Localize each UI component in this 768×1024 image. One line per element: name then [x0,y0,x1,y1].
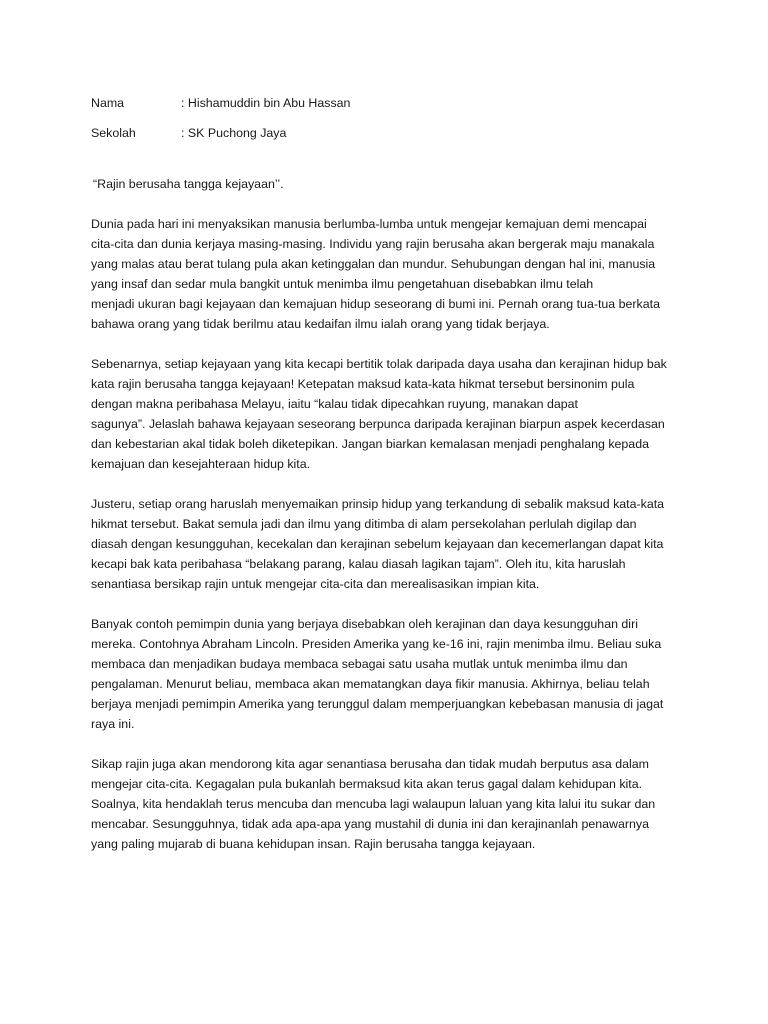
paragraph [91,494,698,594]
text-line: mereka. Contohnya Abraham Lincoln. Presiden Amerika yang ke-16 ini, rajin menimba ilmu. Beliau suka [91,637,662,651]
text-line: diasah dengan kesungguhan, kecekalan dan kerajinan sebelum kejayaan dan kecemerlangan dapat kita [91,537,664,551]
text-line: Sebenarnya, setiap kejayaan yang kita kecapi bertitik tolak daripada daya usaha dan kerajinan hidup bak [91,357,667,371]
text-line: Justeru, setiap orang haruslah menyemaikan prinsip hidup yang terkandung di sebalik maksud kata-kata [91,497,665,511]
text-line: senantiasa bersikap rajin untuk mengejar cita-cita dan merealisasikan impian kita. [91,577,540,591]
sekolah-value: : SK Puchong Jaya [181,126,287,140]
essay-title: “Rajin berusaha tangga kejayaan’’. [93,177,284,191]
text-line: menjadi ukuran bagi kejayaan dan kemajuan hidup seseorang di bumi ini. Pernah orang tua-tua berkata [91,297,660,311]
nama-value: : Hishamuddin bin Abu Hassan [181,96,351,110]
text-line: Sikap rajin juga akan mendorong kita agar senantiasa berusaha dan tidak mudah berputus asa dalam [91,757,649,771]
text-line: raya ini. [91,717,135,731]
text-line: hikmat tersebut. Bakat semula jadi dan ilmu yang ditimba di alam persekolahan perlulah digilap dan [91,517,637,531]
text-line: dengan makna peribahasa Melayu, iaitu “kalau tidak dipecahkan ruyung, manakan dapat [91,397,578,411]
text-line: kemajuan dan kesejahteraan hidup kita. [91,457,311,471]
nama-row [91,93,698,113]
paragraph [91,614,698,734]
sekolah-row [91,123,698,143]
nama-label: Nama [91,96,125,110]
text-line: cita-cita dan dunia kerjaya masing-masing. Individu yang rajin berusaha akan bergerak maju manakala [91,237,655,251]
text-line: bahawa orang yang tidak berilmu atau kedaifan ilmu ialah orang yang tidak berjaya. [91,317,550,331]
text-line: kecapi bak kata peribahasa “belakang parang, kalau diasah lagikan tajam”. Oleh itu, kita haruslah [91,557,626,571]
text-line: Dunia pada hari ini menyaksikan manusia berlumba-lumba untuk mengejar kemajuan demi mencapai [91,217,647,231]
text-line: membaca dan menjadikan budaya membaca sebagai satu usaha mutlak untuk menimba ilmu dan [91,657,628,671]
text-line: mengejar cita-cita. Kegagalan pula bukanlah bermaksud kita akan terus gagal dalam kehidupan kita. [91,777,643,791]
text-line: dan kebestarian akal tidak boleh diketepikan. Jangan biarkan kemalasan menjadi penghalang kepada [91,437,649,451]
text-line: yang paling mujarab di buana kehidupan insan. Rajin berusaha tangga kejayaan. [91,837,536,851]
text-line: kata rajin berusaha tangga kejayaan! Ketepatan maksud kata-kata hikmat tersebut bersinonim pula [91,377,635,391]
text-line: sagunya”. Jelaslah bahawa kejayaan seseorang berpunca daripada kerajinan biarpun aspek kecerdasan [91,417,665,431]
sekolah-label: Sekolah [91,126,136,140]
text-line: yang insaf dan sedar mula bangkit untuk menimba ilmu pengetahuan disebabkan ilmu telah [91,277,594,291]
text-line: Soalnya, kita hendaklah terus mencuba dan mencuba lagi walaupun laluan yang kita lalui itu sukar dan [91,797,656,811]
text-line: mencabar. Sesungguhnya, tidak ada apa-apa yang mustahil di dunia ini dan kerajinanlah penawarnya [91,817,649,831]
essay-body [91,214,698,854]
text-line: yang malas atau berat tulang pula akan ketinggalan dan mundur. Sehubungan dengan hal ini, manusia [91,257,656,271]
paragraph [91,214,698,334]
paragraph [91,354,698,474]
text-line: pengalaman. Menurut beliau, membaca akan mematangkan daya fikir manusia. Akhirnya, beliau telah [91,677,650,691]
paragraph [91,754,698,854]
text-line: berjaya menjadi pemimpin Amerika yang terunggul dalam memperjuangkan kebebasan manusia di jagat [91,697,664,711]
text-line: Banyak contoh pemimpin dunia yang berjaya disebabkan oleh kerajinan dan daya kesungguhan diri [91,617,638,631]
